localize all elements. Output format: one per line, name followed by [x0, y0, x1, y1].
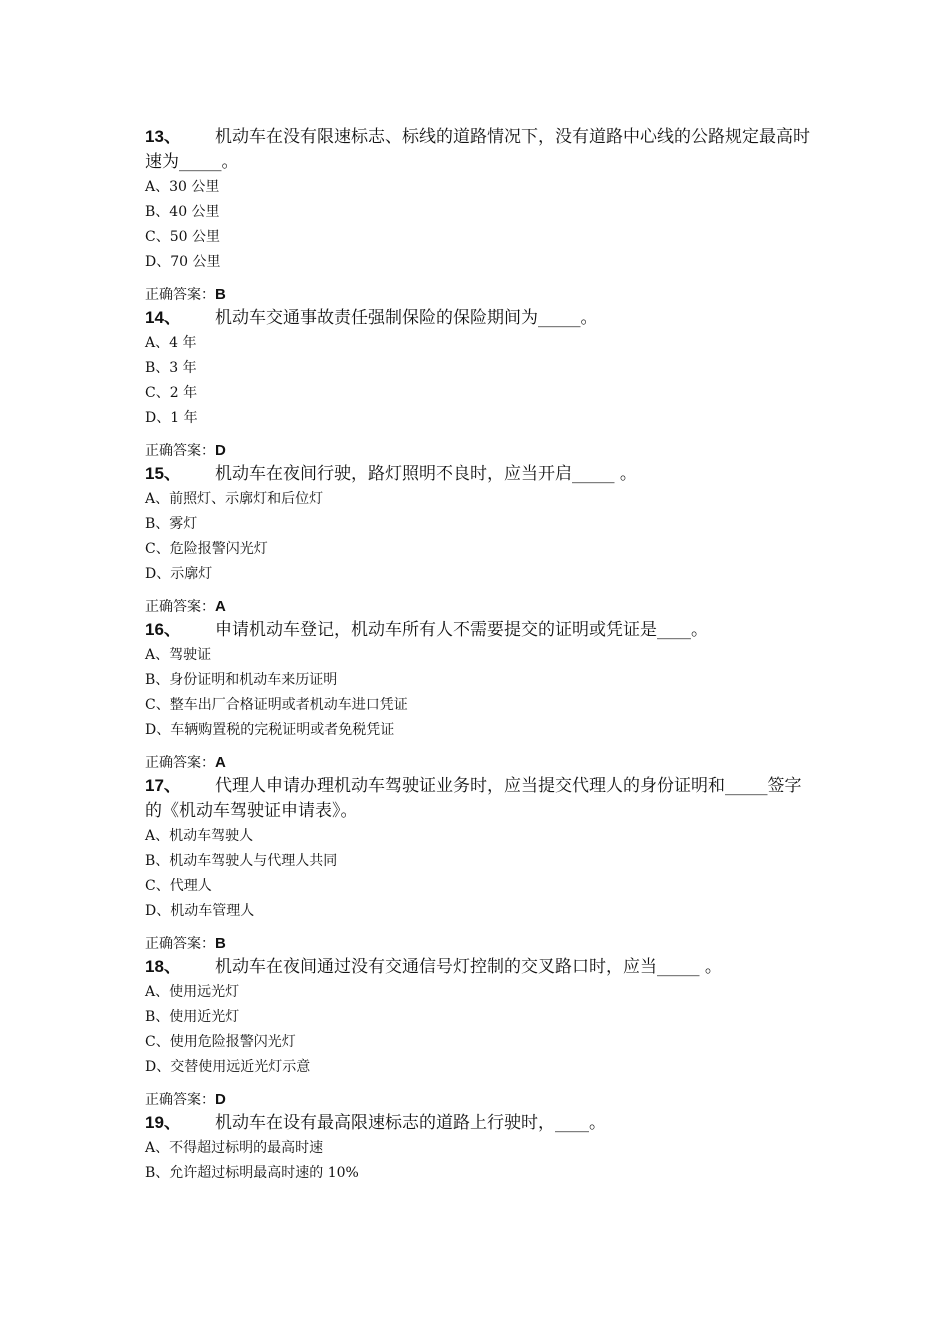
answer-label: 正确答案： — [145, 287, 215, 303]
answer-label: 正确答案： — [145, 936, 215, 952]
answer-label: 正确答案： — [145, 755, 215, 771]
option: C、整车出厂合格证明或者机动车进口凭证 — [145, 697, 408, 713]
option: C、2 年 — [145, 385, 198, 401]
question-block — [145, 124, 810, 305]
option: C、危险报警闪光灯 — [145, 541, 268, 557]
question-block — [145, 461, 810, 617]
option: D、1 年 — [145, 410, 198, 426]
option: C、使用危险报警闪光灯 — [145, 1034, 296, 1050]
answer-value: B — [215, 935, 226, 952]
question-block — [145, 305, 810, 461]
question — [145, 773, 810, 824]
question — [145, 305, 810, 331]
answer-value: A — [215, 754, 226, 771]
question-block — [145, 617, 810, 773]
option: A、前照灯、示廓灯和后位灯 — [145, 491, 324, 507]
option: A、驾驶证 — [145, 647, 212, 663]
answer-value: B — [215, 286, 226, 303]
question — [145, 617, 810, 643]
option: B、40 公里 — [145, 204, 220, 220]
option: A、4 年 — [145, 335, 197, 351]
option: A、不得超过标明的最高时速 — [145, 1140, 324, 1156]
question-text: 机动车在夜间通过没有交通信号灯控制的交叉路口时，应当_____ 。 — [215, 957, 722, 977]
answer-value: D — [215, 442, 226, 459]
option: B、身份证明和机动车来历证明 — [145, 672, 338, 688]
option: B、机动车驾驶人与代理人共同 — [145, 853, 338, 869]
option: D、70 公里 — [145, 254, 221, 270]
correct-answer — [145, 441, 810, 461]
correct-answer — [145, 934, 810, 954]
question-text: 机动车在没有限速标志、标线的道路情况下，没有道路中心线的公路规定最高时速为_____。 — [145, 127, 810, 172]
option: A、30 公里 — [145, 179, 220, 195]
option: D、车辆购置税的完税证明或者免税凭证 — [145, 722, 395, 738]
question — [145, 124, 810, 175]
option: B、使用近光灯 — [145, 1009, 240, 1025]
option: A、使用远光灯 — [145, 984, 240, 1000]
option: D、机动车管理人 — [145, 903, 255, 919]
question-number: 18、 — [145, 957, 181, 976]
question — [145, 461, 810, 487]
correct-answer — [145, 597, 810, 617]
question-number: 15、 — [145, 464, 181, 483]
answer-value: A — [215, 598, 226, 615]
correct-answer — [145, 1090, 810, 1110]
option: C、50 公里 — [145, 229, 220, 245]
option: B、3 年 — [145, 360, 197, 376]
option: B、雾灯 — [145, 516, 198, 532]
question-text: 机动车交通事故责任强制保险的保险期间为_____。 — [215, 308, 598, 328]
question-text: 代理人申请办理机动车驾驶证业务时，应当提交代理人的身份证明和_____签字的《机动车驾驶证申请表》。 — [145, 776, 802, 821]
question-number: 17、 — [145, 776, 181, 795]
question-block — [145, 954, 810, 1110]
answer-label: 正确答案： — [145, 443, 215, 459]
answer-label: 正确答案： — [145, 1092, 215, 1108]
question — [145, 1110, 810, 1136]
question-number: 16、 — [145, 620, 181, 639]
question-list — [145, 124, 810, 1186]
correct-answer — [145, 753, 810, 773]
option: B、允许超过标明最高时速的 10% — [145, 1165, 359, 1181]
option: C、代理人 — [145, 878, 212, 894]
question-text: 申请机动车登记，机动车所有人不需要提交的证明或凭证是____。 — [215, 620, 708, 640]
question-block — [145, 1110, 810, 1186]
answer-value: D — [215, 1091, 226, 1108]
question-text: 机动车在夜间行驶，路灯照明不良时，应当开启_____ 。 — [215, 464, 637, 484]
question — [145, 954, 810, 980]
question-number: 14、 — [145, 308, 181, 327]
option: D、交替使用远近光灯示意 — [145, 1059, 311, 1075]
answer-label: 正确答案： — [145, 599, 215, 615]
question-text: 机动车在设有最高限速标志的道路上行驶时，____。 — [215, 1113, 606, 1133]
correct-answer — [145, 285, 810, 305]
question-block — [145, 773, 810, 954]
option: A、机动车驾驶人 — [145, 828, 254, 844]
option: D、示廓灯 — [145, 566, 213, 582]
question-number: 13、 — [145, 127, 181, 146]
question-number: 19、 — [145, 1113, 181, 1132]
